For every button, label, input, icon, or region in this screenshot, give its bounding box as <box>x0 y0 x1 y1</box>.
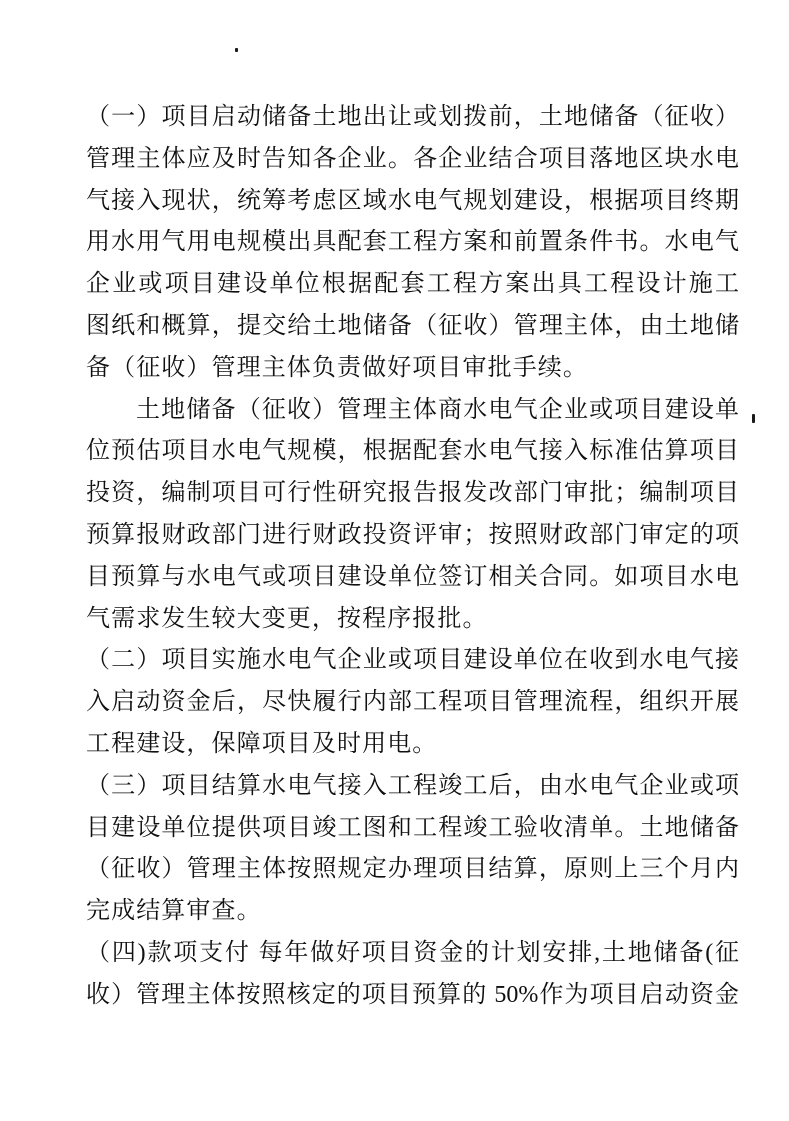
scan-speck-icon <box>235 48 238 52</box>
text-line: 投资，编制项目可行性研究报告报发改部门审批；编制项目 <box>86 480 739 507</box>
document-body <box>86 97 739 1017</box>
text-line: 备（征收）管理主体负责做好项目审批手续。 <box>86 354 588 381</box>
text-line: 预算报财政部门进行财政投资评审；按照财政部门审定的项 <box>86 521 739 548</box>
scan-tick-mark-icon <box>752 414 755 423</box>
text-line: 用水用气用电规模出具配套工程方案和前置条件书。水电气 <box>86 229 739 256</box>
text-line: 气需求发生较大变更，按程序报批。 <box>86 605 488 632</box>
text-line: 目建设单位提供项目竣工图和工程竣工验收清单。土地储备 <box>86 814 739 841</box>
text-line: 位预估项目水电气规模，根据配套水电气接入标准估算项目 <box>86 438 739 465</box>
text-line: 土地储备（征收）管理主体商水电气企业或项目建设单 <box>136 396 739 423</box>
text-line: 工程建设，保障项目及时用电。 <box>86 730 438 757</box>
text-line: 图纸和概算，提交给土地储备（征收）管理主体，由土地储 <box>86 312 739 339</box>
text-line: 收）管理主体按照核定的项目预算的 50%作为项目启动资金 <box>86 981 739 1008</box>
text-line: （四)款项支付 每年做好项目资金的计划安排,土地储备(征 <box>86 939 739 966</box>
text-line: 管理主体应及时告知各企业。各企业结合项目落地区块水电 <box>86 145 739 172</box>
text-line: （三）项目结算水电气接入工程竣工后，由水电气企业或项 <box>86 772 739 799</box>
text-line: （一）项目启动储备土地出让或划拨前，土地储备（征收） <box>86 104 739 130</box>
text-line: （二）项目实施水电气企业或项目建设单位在收到水电气接 <box>86 647 739 674</box>
text-line: 目预算与水电气或项目建设单位签订相关合同。如项目水电 <box>86 563 739 590</box>
text-line: 完成结算审查。 <box>86 898 262 925</box>
text-line: （征收）管理主体按照规定办理项目结算，原则上三个月内 <box>86 856 739 883</box>
text-line: 企业或项目建设单位根据配套工程方案出具工程设计施工 <box>86 271 739 298</box>
text-line: 入启动资金后，尽快履行内部工程项目管理流程，组织开展 <box>86 689 739 716</box>
text-line: 气接入现状，统筹考虑区域水电气规划建设，根据项目终期 <box>86 187 739 214</box>
